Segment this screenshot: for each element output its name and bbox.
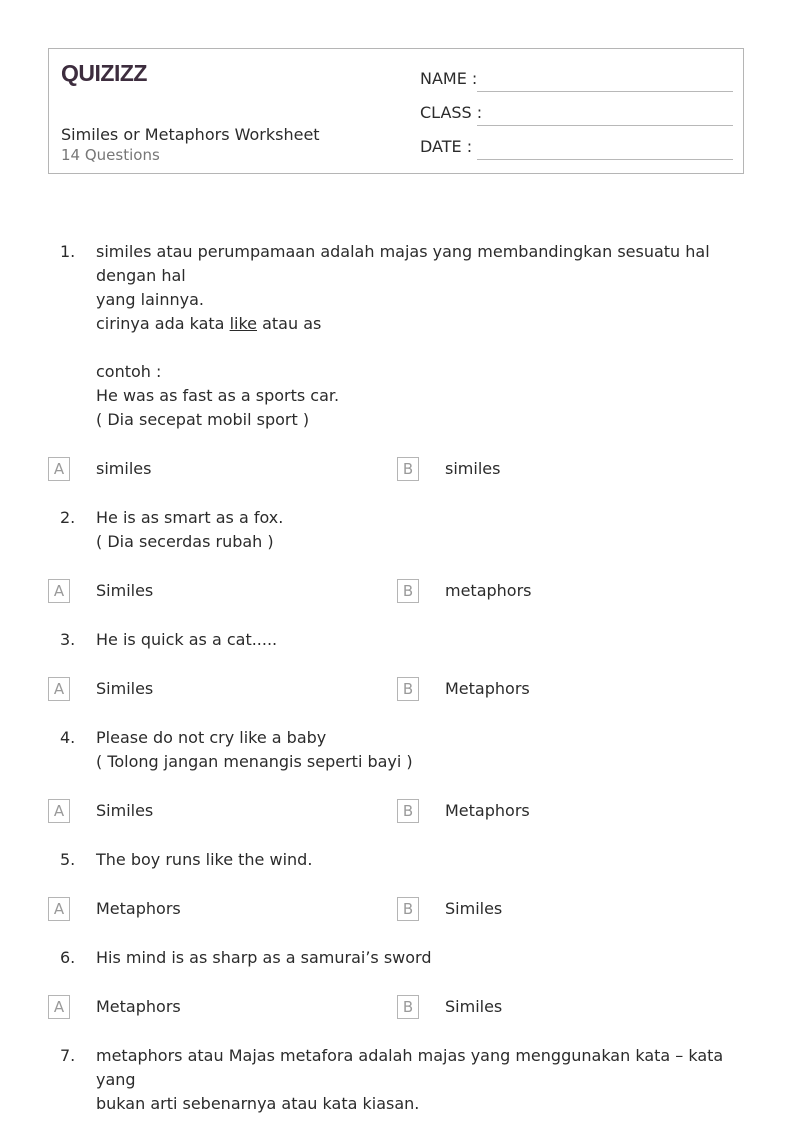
question-text [96, 240, 746, 312]
question-number: 6. [60, 948, 76, 967]
option-a-text[interactable]: Similes [96, 581, 154, 600]
option-a-box[interactable]: A [48, 995, 70, 1019]
question-count: 14 Questions [61, 146, 160, 164]
question-line: He was as fast as a sports car. [96, 386, 340, 405]
option-a-box[interactable]: A [48, 799, 70, 823]
question-line: contoh : [96, 362, 162, 381]
option-a-box[interactable]: A [48, 457, 70, 481]
question-line: He is quick as a cat..... [96, 630, 278, 649]
question-line: He is as smart as a fox. [96, 508, 284, 527]
name-line [477, 91, 733, 92]
class-label: CLASS : [420, 103, 483, 122]
option-a-text[interactable]: similes [96, 459, 152, 478]
underlined-word: like [229, 314, 258, 333]
option-b-box[interactable]: B [397, 579, 419, 603]
class-field[interactable] [420, 103, 733, 127]
option-a-text[interactable]: Metaphors [96, 899, 181, 918]
question-text [96, 946, 746, 970]
option-b-box[interactable]: B [397, 677, 419, 701]
option-b-text[interactable]: metaphors [445, 581, 532, 600]
option-a-text[interactable]: Similes [96, 801, 154, 820]
option-b-text[interactable]: Similes [445, 899, 503, 918]
question-text [96, 312, 746, 336]
class-line [477, 125, 733, 126]
worksheet-title: Similes or Metaphors Worksheet [61, 125, 320, 144]
option-b-box[interactable]: B [397, 897, 419, 921]
question-text [96, 628, 746, 652]
option-a-box[interactable]: A [48, 579, 70, 603]
question-line: similes atau perumpamaan adalah majas yang membandingkan sesuatu hal dengan hal [96, 242, 715, 285]
question-number: 3. [60, 630, 76, 649]
option-b-text[interactable]: Metaphors [445, 801, 530, 820]
option-a-box[interactable]: A [48, 897, 70, 921]
question-line: The boy runs like the wind. [96, 850, 313, 869]
option-b-text[interactable]: Metaphors [445, 679, 530, 698]
option-a-text[interactable]: Similes [96, 679, 154, 698]
option-b-box[interactable]: B [397, 457, 419, 481]
question-text [96, 1044, 746, 1116]
question-text [96, 360, 746, 432]
question-line: metaphors atau Majas metafora adalah majas yang menggunakan kata – kata yang [96, 1046, 729, 1089]
option-a-text[interactable]: Metaphors [96, 997, 181, 1016]
question-number: 1. [60, 242, 76, 261]
question-line: ( Dia secerdas rubah ) [96, 532, 274, 551]
option-a-box[interactable]: A [48, 677, 70, 701]
question-line: bukan arti sebenarnya atau kata kiasan. [96, 1094, 420, 1113]
question-line: His mind is as sharp as a samurai’s sword [96, 948, 432, 967]
svg-text:QUIZIZZ: QUIZIZZ [61, 60, 147, 86]
question-line: yang lainnya. [96, 290, 204, 309]
option-b-box[interactable]: B [397, 799, 419, 823]
question-line: cirinya ada kata [96, 314, 230, 333]
worksheet-header [48, 48, 744, 174]
question-text [96, 726, 746, 774]
name-field[interactable] [420, 69, 733, 93]
question-text [96, 848, 746, 872]
question-number: 5. [60, 850, 76, 869]
question-line: Please do not cry like a baby [96, 728, 327, 747]
question-line: ( Dia secepat mobil sport ) [96, 410, 310, 429]
option-b-text[interactable]: Similes [445, 997, 503, 1016]
option-b-text[interactable]: similes [445, 459, 501, 478]
question-line: atau as [257, 314, 322, 333]
quizizz-logo [61, 59, 153, 87]
date-field[interactable] [420, 137, 733, 161]
question-number: 7. [60, 1046, 76, 1065]
question-line: ( Tolong jangan menangis seperti bayi ) [96, 752, 413, 771]
question-text [96, 506, 746, 554]
date-line [477, 159, 733, 160]
question-number: 2. [60, 508, 76, 527]
name-label: NAME : [420, 69, 478, 88]
option-b-box[interactable]: B [397, 995, 419, 1019]
date-label: DATE : [420, 137, 473, 156]
question-number: 4. [60, 728, 76, 747]
